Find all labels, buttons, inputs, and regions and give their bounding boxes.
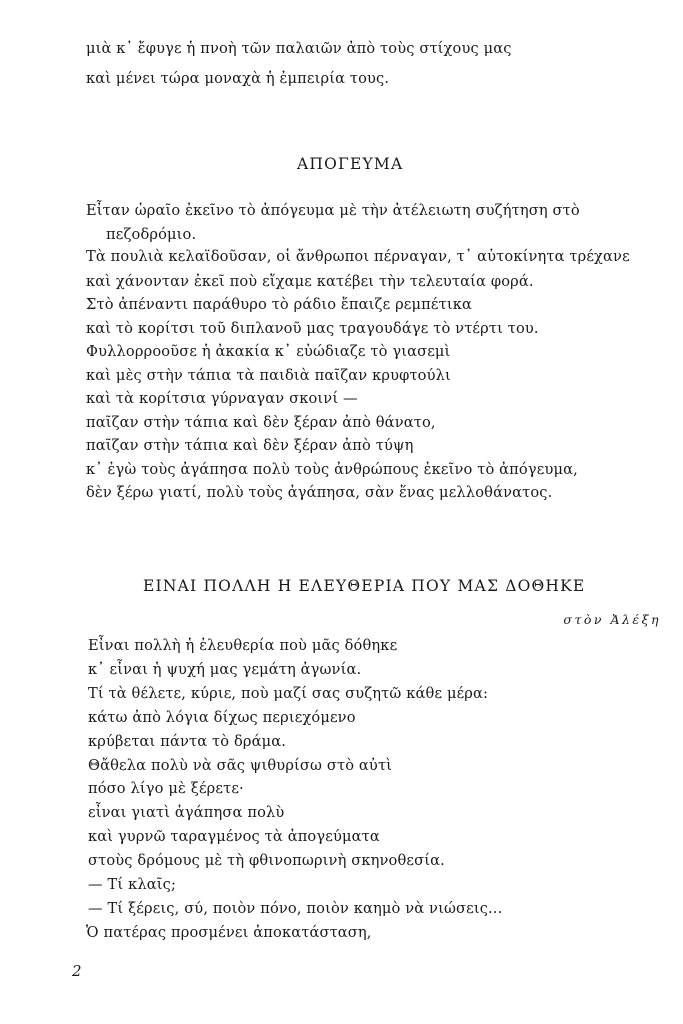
poem-line: Τί τὰ θέλετε, κύριε, ποὺ μαζί σας συζητῶ κάθε μέρα:: [88, 685, 489, 702]
poem-line: Φυλλορροοῦσε ἡ ἀκακία κ᾿ εὐώδιαζε τὸ γιασεμὶ: [86, 343, 451, 360]
poem-line: μιὰ κ᾿ ἔφυγε ἡ πνοὴ τῶν παλαιῶν ἀπὸ τοὺς στίχους μας: [86, 40, 512, 57]
poem-line: καὶ χάνονταν ἐκεῖ ποὺ εἴχαμε κατέβει τὴν τελευταία φορά.: [86, 273, 534, 290]
poem-line: καὶ μὲς στὴν τάπια τὰ παιδιὰ παῖζαν κρυφτούλι: [86, 367, 451, 384]
poem-line: στοὺς δρόμους μὲ τὴ φθινοπωρινὴ σκηνοθεσία.: [88, 852, 445, 869]
poem-title-eleutheria: ΕΙΝΑΙ ΠΟΛΛΗ Η ΕΛΕΥΘΕΡΙΑ ΠΟΥ ΜΑΣ ΔΟΘΗΚΕ: [143, 577, 586, 595]
poem-line: κ᾿ εἶναι ἡ ψυχή μας γεμάτη ἀγωνία.: [88, 661, 362, 678]
poem-line: εἶναι γιατὶ ἀγάπησα πολὺ: [88, 804, 285, 821]
poem-line: Στὸ ἀπέναντι παράθυρο τὸ ράδιο ἔπαιζε ρεμπέτικα: [86, 296, 472, 313]
poem-line: πόσο λίγο μὲ ξέρετε·: [88, 780, 244, 797]
poem-line: καὶ τὸ κορίτσι τοῦ διπλανοῦ μας τραγουδάγε τὸ ντέρτι του.: [86, 320, 539, 337]
poem-line: καὶ γυρνῶ ταραγμένος τὰ ἀπογεύματα: [88, 828, 380, 845]
poem-line: καὶ μένει τώρα μοναχὰ ἡ ἐμπειρία τους.: [86, 70, 390, 87]
poem-line: Θἄθελα πολὺ νὰ σᾶς ψιθυρίσω στὸ αὐτὶ: [88, 757, 393, 774]
poem-line: Ὁ πατέρας προσμένει ἀποκατάσταση,: [86, 924, 372, 941]
poem-dedication: στὸν Ἀλέξη: [563, 612, 661, 627]
poem-line: παῖζαν στὴν τάπια καὶ δὲν ξέραν ἀπὸ θάνατο,: [86, 414, 436, 431]
poem-line: — Τί κλαῖς;: [88, 876, 177, 893]
page-number: 2: [72, 962, 82, 980]
poem-line: καὶ τὰ κορίτσια γύρναγαν σκοινί —: [86, 390, 358, 407]
poem-line: κρύβεται πάντα τὸ δράμα.: [88, 733, 287, 750]
poem-line: Εἶταν ὡραῖο ἐκεῖνο τὸ ἀπόγευμα μὲ τὴν ἀτέλειωτη συζήτηση στὸ: [86, 202, 580, 219]
poem-line: δὲν ξέρω γιατί, πολὺ τοὺς ἀγάπησα, σὰν ἕνας μελλοθάνατος.: [86, 484, 553, 501]
poem-line: παῖζαν στὴν τάπια καὶ δὲν ξέραν ἀπὸ τύψη: [86, 437, 414, 454]
poem-line: Εἶναι πολλὴ ἡ ἐλευθερία ποὺ μᾶς δόθηκε: [88, 637, 398, 654]
poem-line: πεζοδρόμιο.: [106, 226, 197, 243]
poem-line: — Τί ξέρεις, σύ, ποιὸν πόνο, ποιὸν καημὸ νὰ νιώσεις...: [88, 900, 503, 917]
poem-line: κάτω ἀπὸ λόγια δίχως περιεχόμενο: [88, 709, 356, 726]
poem-line: κ᾿ ἐγὼ τοὺς ἀγάπησα πολὺ τοὺς ἀνθρώπους ἐκεῖνο τὸ ἀπόγευμα,: [86, 461, 578, 478]
poem-line: Τὰ πουλιὰ κελαϊδοῦσαν, οἱ ἄνθρωποι πέρναγαν, τ᾿ αὐτοκίνητα τρέχανε: [86, 248, 630, 265]
poem-title-apogeuma: ΑΠΟΓΕΥΜΑ: [297, 155, 404, 173]
